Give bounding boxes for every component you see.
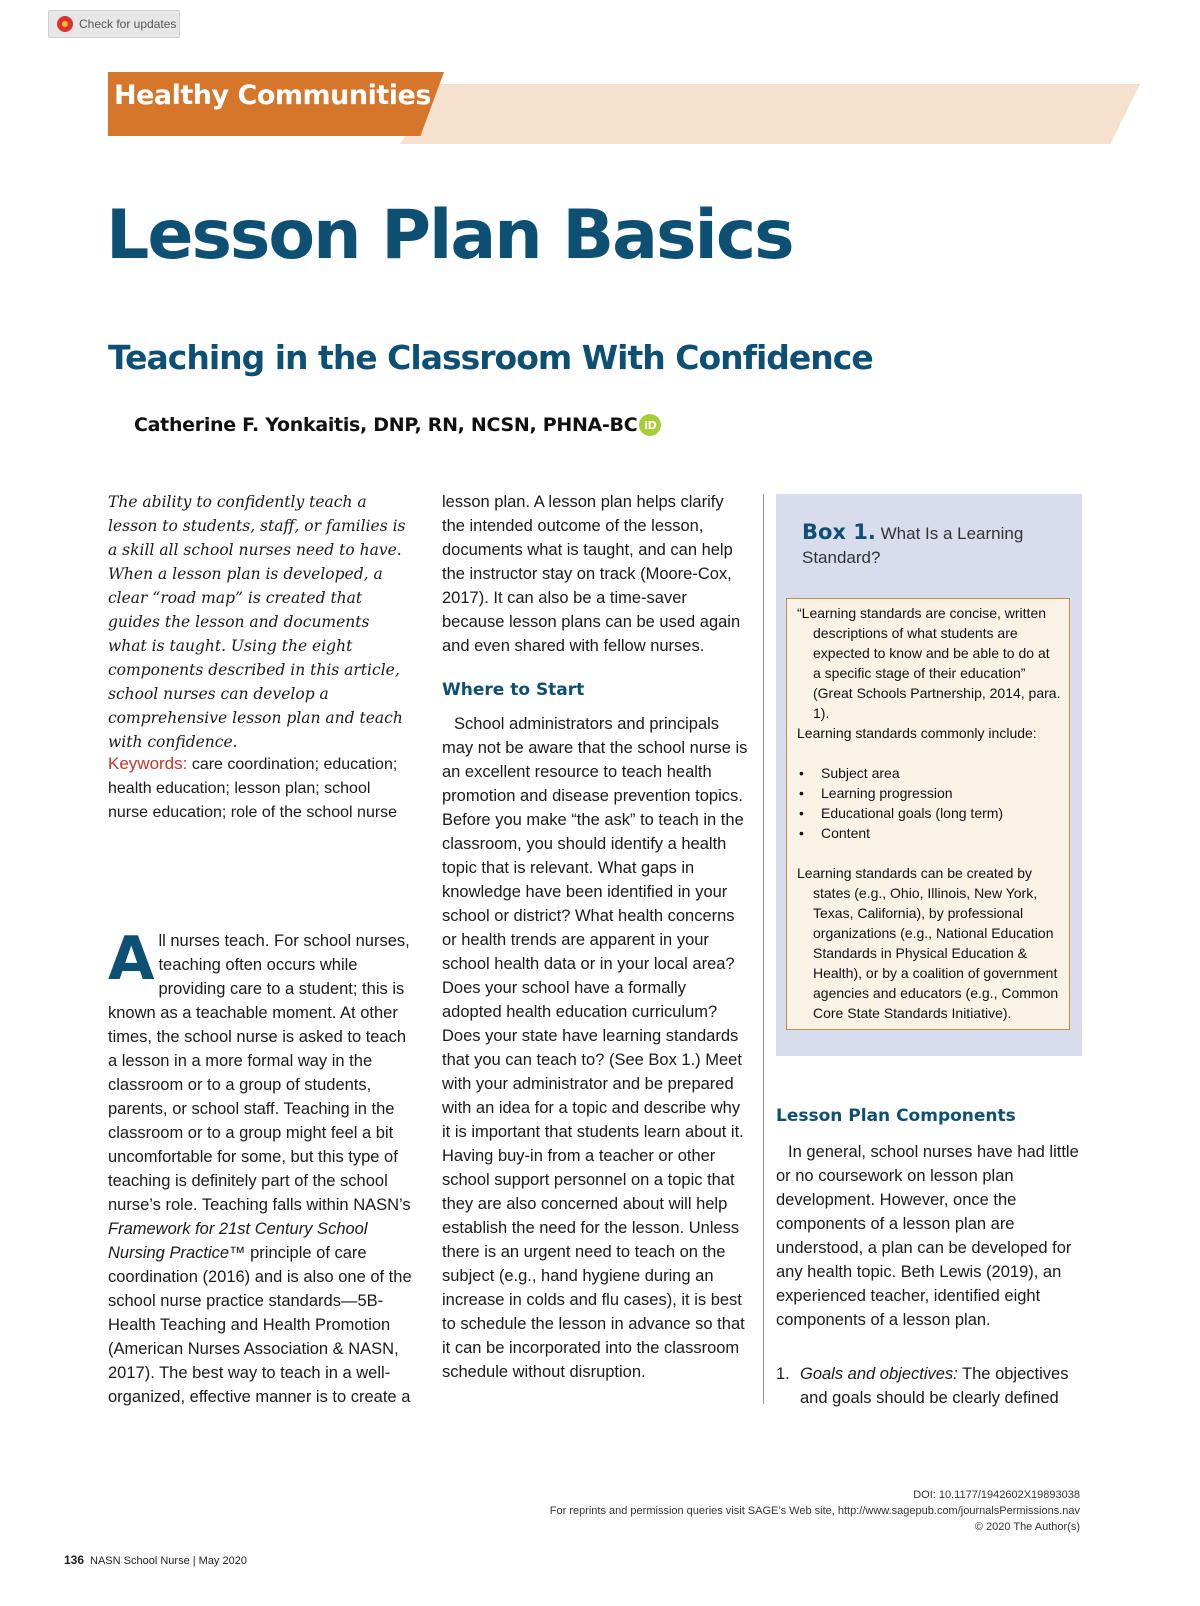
box-list — [797, 763, 1061, 843]
item-label: Goals and objectives: — [800, 1365, 958, 1383]
doi: DOI: 10.1177/1942602X19893038 — [913, 1489, 1080, 1501]
page-number: 136 — [64, 1553, 85, 1567]
section-label: Healthy Communities — [114, 80, 431, 111]
item-number: 1. — [776, 1365, 790, 1383]
article-title: Lesson Plan Basics — [106, 196, 793, 275]
list-item — [776, 1362, 1086, 1410]
copyright: © 2020 The Author(s) — [974, 1521, 1080, 1533]
box-definition: “Learning standards are concise, written descriptions of what students are expected to know and be able to do at a specific stage of their education” (Great Schools Partnership, 2014, para. 1). — [797, 605, 1061, 721]
box-1-content — [786, 598, 1070, 1030]
article-subtitle: Teaching in the Classroom With Confidence — [108, 338, 873, 377]
components-list — [776, 1362, 1086, 1410]
column-2-body: School administrators and principals may not be aware that the school nurse is an excellent resource to teach health promotion and disease prevention topics. Before you make “the ask” to teach in the classroom, you should identify a health topic that is relevant. What gaps in knowledge have been identified in your school or district? What health concerns or health trends are apparent in your school health data or in your local area? Does your school have a formally adopted health education curriculum? Does your state have learning standards that you can teach to? (See Box 1.) Meet with your administrator and be prepared with an idea for a topic and describe why it is important that students learn about it. Having buy-in from a teacher or other school support personnel on a topic that they are also concerned about will help establish the need for the lesson. Unless there is an urgent need to teach on the subject (e.g., hand hygiene during an increase in colds and flu cases), it is best to schedule the lesson in advance so that it can be incorporated into the classroom schedule without disruption. — [442, 715, 748, 1381]
box-1-label: Box 1. — [802, 520, 876, 544]
footer-page-info — [64, 1553, 247, 1567]
heading-where-to-start: Where to Start — [442, 680, 585, 700]
box-1-title — [802, 520, 1052, 570]
abstract: The ability to confidently teach a lesson to students, staff, or families is a skill all school nurses need to have. When a lesson plan is developed, a clear “road map” is created that guides the lesson and documents what is taught. Using the eight components described in this article, school nurses can develop a comprehensive lesson plan and teach with confidence. — [108, 493, 406, 751]
box-1-heading: What Is a Learning Standard? — [802, 524, 1024, 567]
keywords — [108, 752, 414, 825]
item-content — [800, 1362, 1086, 1410]
author-line — [134, 414, 661, 436]
list-item: • Educational goals (long term) — [797, 803, 1061, 823]
box-closing: Learning standards can be created by states (e.g., Ohio, Illinois, New York, Texas, California), by professional organizations (e.g., National Education Standards in Physical Education & Health), or by a coalition of government agencies and educators (e.g., Common Core State Standards Initiative). — [797, 865, 1059, 1021]
author-name: Catherine F. Yonkaitis, DNP, RN, NCSN, PHNA-BC — [134, 414, 638, 436]
drop-cap: A — [108, 924, 155, 994]
item-text: The objectives and goals should be clearly defined — [800, 1365, 1069, 1407]
keywords-text: care coordination; education; health education; lesson plan; school nurse education; role of the school nurse — [108, 756, 398, 821]
col1-text-b: ™ principle of care coordination (2016) and is also one of the school nurse practice standards—5B-Health Teaching and Health Promotion (American Nurses Association & NASN, 2017). The best way to teach in a well-organized, effective manner is to create a — [108, 1244, 412, 1406]
box-include-intro: Learning standards commonly include: — [797, 725, 1037, 741]
heading-lesson-plan-components: Lesson Plan Components — [776, 1106, 1016, 1126]
column-2-intro: lesson plan. A lesson plan helps clarify the intended outcome of the lesson, documents what is taught, and can help the instructor stay on track (Moore-Cox, 2017). It can also be a time-saver because lesson plans can be used again and even shared with fellow nurses. — [442, 493, 741, 655]
column-3-body: In general, school nurses have had little or no coursework on lesson plan development. However, once the components of a lesson plan are understood, a plan can be developed for any health topic. Beth Lewis (2019), an experienced teacher, identified eight components of a lesson plan. — [776, 1143, 1079, 1329]
journal-issue: NASN School Nurse | May 2020 — [90, 1555, 247, 1567]
list-item: • Learning progression — [797, 783, 1061, 803]
list-item: • Subject area — [797, 763, 1061, 783]
reprints-link[interactable]: For reprints and permission queries visit SAGE’s Web site, http://www.sagepub.com/journalsPermissions.nav — [549, 1505, 1080, 1517]
framework-title: Framework for 21st Century School Nursing Practice — [108, 1220, 368, 1262]
check-for-updates-badge[interactable] — [48, 10, 180, 38]
check-for-updates-label: Check for updates — [79, 17, 177, 31]
list-item: • Content — [797, 823, 1061, 843]
orcid-icon[interactable]: iD — [639, 414, 661, 436]
column-1-body — [108, 924, 414, 1409]
column-divider — [763, 494, 764, 1404]
banner-background — [400, 84, 1140, 144]
crossmark-icon — [57, 16, 73, 32]
col1-text-a: ll nurses teach. For school nurses, teaching often occurs while providing care to a student; this is known as a teachable moment. At other times, the school nurse is asked to teach a lesson in a more formal way in the classroom or to a group of students, parents, or school staff. Teaching in the classroom or to a group might feel a bit uncomfortable for some, but this type of teaching is definitely part of the school nurse’s role. Teaching falls within NASN’s — [108, 932, 411, 1214]
keywords-label: Keywords: — [108, 754, 188, 773]
footer-publication-info — [550, 1487, 1080, 1535]
